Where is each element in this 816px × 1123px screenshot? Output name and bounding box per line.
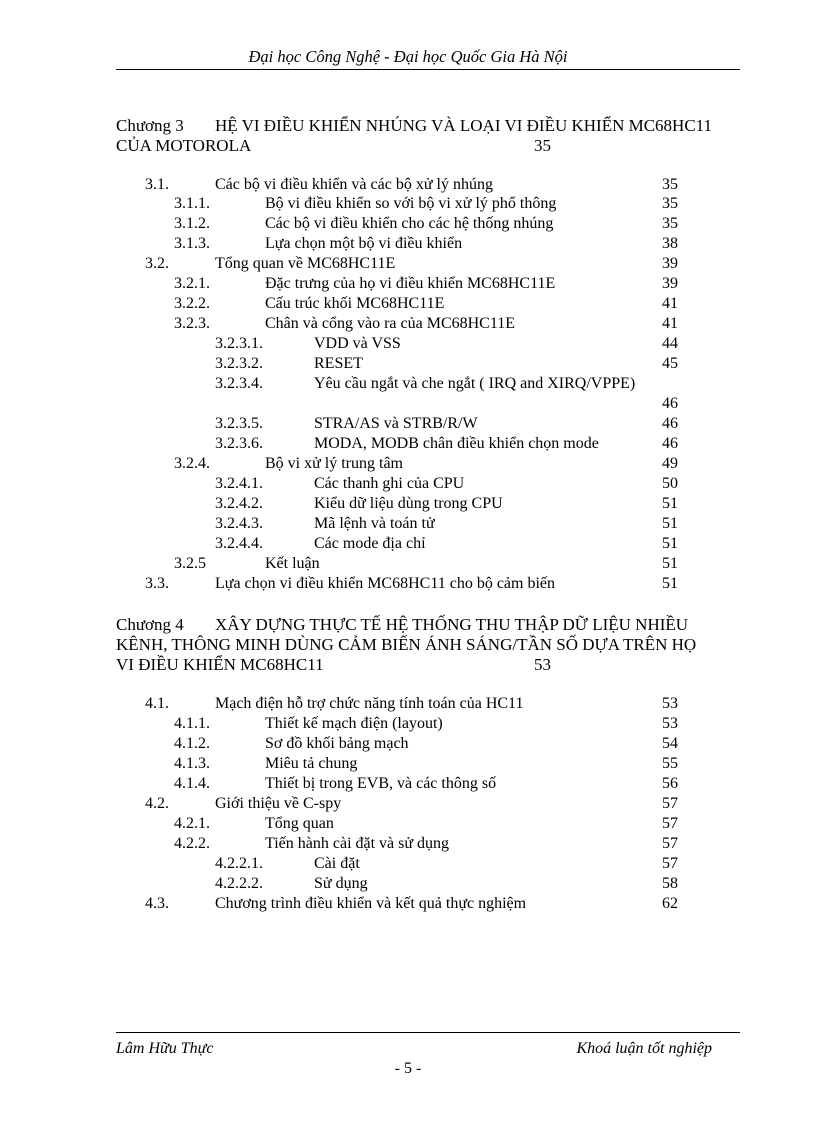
toc-entry-page: 38 <box>662 235 678 252</box>
toc-entry-number: 3.1.1. <box>174 195 210 212</box>
toc-entry-number: 4.1. <box>145 695 169 712</box>
toc-entry-title: Bộ vi điều khiển so với bộ vi xử lý phổ thông <box>265 195 557 212</box>
toc-entry-number: 3.2.4.4. <box>215 535 263 552</box>
footer-author: Lâm Hữu Thực <box>116 1040 214 1057</box>
toc-entry-title: STRA/AS và STRB/R/W <box>314 415 478 432</box>
toc-entry-number: 4.2.2.1. <box>215 855 263 872</box>
toc-entry-title: Yêu cầu ngắt và che ngắt ( IRQ and XIRQ/VPPE) <box>314 375 636 392</box>
toc-entry-title: Lựa chọn vi điều khiển MC68HC11 cho bộ cảm biến <box>215 575 556 592</box>
toc-entry-number: 4.1.3. <box>174 755 210 772</box>
toc-entry-page: 51 <box>662 515 678 532</box>
toc-entry-number: 3.2.2. <box>174 295 210 312</box>
toc-entry-number: 4.2. <box>145 795 169 812</box>
toc-entry-page: 35 <box>662 176 678 193</box>
toc-entry-page: 51 <box>662 555 678 572</box>
toc-entry-title: Cài đặt <box>314 855 360 872</box>
toc-entry-title: Mã lệnh và toán tử <box>314 515 435 532</box>
toc-entry-title: Chân và cổng vào ra của MC68HC11E <box>265 315 516 332</box>
toc-entry-title: Các thanh ghi của CPU <box>314 475 465 492</box>
chapter-4-number: Chương 4 <box>116 615 184 634</box>
toc-entry-title: VDD và VSS <box>314 335 401 352</box>
toc-entry-page: 57 <box>662 855 678 872</box>
toc-entry-page: 53 <box>662 715 678 732</box>
toc-entry-number: 3.2.3.2. <box>215 355 263 372</box>
toc-entry-title: Giới thiệu về C-spy <box>215 795 342 812</box>
toc-entry-page: 50 <box>662 475 678 492</box>
header-rule <box>116 69 740 70</box>
toc-entry-number: 3.2.4.1. <box>215 475 263 492</box>
toc-entry-page: 62 <box>662 895 678 912</box>
toc-entry-number: 3.2.3.1. <box>215 335 263 352</box>
chapter-4-title-line1: XÂY DỰNG THỰC TẾ HỆ THỐNG THU THẬP DỮ LIỆU NHIỀU <box>215 615 689 634</box>
toc-entry-title: Các bộ vi điều khiển cho các hệ thống nhúng <box>265 215 554 232</box>
toc-entry-page: 51 <box>662 535 678 552</box>
toc-entry-number: 3.2. <box>145 255 169 272</box>
toc-entry-page: 46 <box>662 395 678 412</box>
toc-entry-number: 4.1.2. <box>174 735 210 752</box>
toc-entry-title: Các bộ vi điều khiển và các bộ xử lý nhúng <box>215 176 493 193</box>
toc-entry-page: 39 <box>662 255 678 272</box>
toc-entry-page: 46 <box>662 415 678 432</box>
toc-entry-page: 45 <box>662 355 678 372</box>
toc-entry-title: Kiểu dữ liệu dùng trong CPU <box>314 495 503 512</box>
page-number: - 5 - <box>394 1060 422 1077</box>
toc-entry-title: RESET <box>314 355 363 372</box>
toc-entry-page: 51 <box>662 575 678 592</box>
toc-entry-page: 41 <box>662 295 678 312</box>
toc-entry-title: Sơ đồ khối bảng mạch <box>265 735 409 752</box>
toc-entry-page: 56 <box>662 775 678 792</box>
toc-entry-page: 39 <box>662 275 678 292</box>
chapter-4-title-line2: KÊNH, THÔNG MINH DÙNG CẢM BIẾN ÁNH SÁNG/TẦN SỐ DỰA TRÊN HỌ <box>116 635 697 654</box>
toc-entry-number: 3.1.2. <box>174 215 210 232</box>
toc-entry-number: 3.1. <box>145 176 169 193</box>
toc-entry-number: 4.2.1. <box>174 815 210 832</box>
toc-entry-title: Đặc trưng của họ vi điều khiển MC68HC11E <box>265 275 556 292</box>
toc-entry-page: 44 <box>662 335 678 352</box>
toc-entry-title: Chương trình điều khiển và kết quả thực nghiệm <box>215 895 527 912</box>
toc-entry-page: 51 <box>662 495 678 512</box>
toc-entry-number: 3.2.4. <box>174 455 210 472</box>
toc-entry-page: 35 <box>662 215 678 232</box>
toc-entry-title: Tổng quan <box>265 815 334 832</box>
chapter-3-title-line1: HỆ VI ĐIỀU KHIỂN NHÚNG VÀ LOẠI VI ĐIỀU KHIỂN MC68HC11 <box>215 116 713 135</box>
toc-entry-number: 4.3. <box>145 895 169 912</box>
toc-entry-page: 57 <box>662 815 678 832</box>
chapter-4-title-line3: VI ĐIỀU KHIỂN MC68HC11 <box>116 655 324 674</box>
toc-entry-title: Thiết bị trong EVB, và các thông số <box>265 775 497 792</box>
toc-entry-title: Mạch điện hỗ trợ chức năng tính toán của HC11 <box>215 695 524 712</box>
toc-entry-title: Các mode địa chỉ <box>314 535 426 552</box>
chapter-3-title-line2: CỦA MOTOROLA <box>116 136 252 155</box>
chapter-3-page: 35 <box>534 136 551 155</box>
toc-entry-title: Cấu trúc khối MC68HC11E <box>265 295 445 312</box>
chapter-3-number: Chương 3 <box>116 116 184 135</box>
page-header-title: Đại học Công Nghệ - Đại học Quốc Gia Hà Nội <box>248 47 568 66</box>
toc-entry-page: 57 <box>662 835 678 852</box>
toc-entry-title: Tiến hành cài đặt và sử dụng <box>265 835 450 852</box>
toc-entry-title: Lựa chọn một bộ vi điều khiển <box>265 235 463 252</box>
toc-entry-number: 4.1.1. <box>174 715 210 732</box>
chapter-4-page: 53 <box>534 655 551 674</box>
footer-rule <box>116 1032 740 1033</box>
footer-doc-type: Khoá luận tốt nghiệp <box>576 1040 712 1057</box>
toc-entry-number: 4.1.4. <box>174 775 210 792</box>
toc-entry-number: 3.2.3.6. <box>215 435 263 452</box>
toc-entry-page: 58 <box>662 875 678 892</box>
toc-entry-number: 3.2.3. <box>174 315 210 332</box>
toc-entry-number: 4.2.2.2. <box>215 875 263 892</box>
toc-entry-page: 49 <box>662 455 678 472</box>
toc-entry-number: 4.2.2. <box>174 835 210 852</box>
toc-entry-number: 3.2.4.3. <box>215 515 263 532</box>
toc-entry-page: 54 <box>662 735 678 752</box>
toc-entry-title: Miêu tả chung <box>265 755 358 772</box>
toc-entry-page: 35 <box>662 195 678 212</box>
toc-entry-title: Kết luận <box>265 555 320 572</box>
toc-entry-number: 3.2.4.2. <box>215 495 263 512</box>
toc-entry-title: Bộ vi xử lý trung tâm <box>265 455 403 472</box>
toc-entry-page: 46 <box>662 435 678 452</box>
toc-entry-page: 53 <box>662 695 678 712</box>
toc-entry-title: Tổng quan về MC68HC11E <box>215 255 396 272</box>
toc-entry-title: MODA, MODB chân điều khiển chọn mode <box>314 435 599 452</box>
toc-entry-number: 3.1.3. <box>174 235 210 252</box>
toc-entry-page: 41 <box>662 315 678 332</box>
toc-entry-page: 55 <box>662 755 678 772</box>
toc-entry-number: 3.3. <box>145 575 169 592</box>
toc-entry-title: Thiết kế mạch điện (layout) <box>265 715 443 732</box>
toc-entry-number: 3.2.5 <box>174 555 206 572</box>
toc-entry-number: 3.2.3.4. <box>215 375 263 392</box>
toc-entry-page: 57 <box>662 795 678 812</box>
toc-entry-number: 3.2.3.5. <box>215 415 263 432</box>
toc-entry-number: 3.2.1. <box>174 275 210 292</box>
toc-entry-title: Sử dụng <box>314 875 368 892</box>
